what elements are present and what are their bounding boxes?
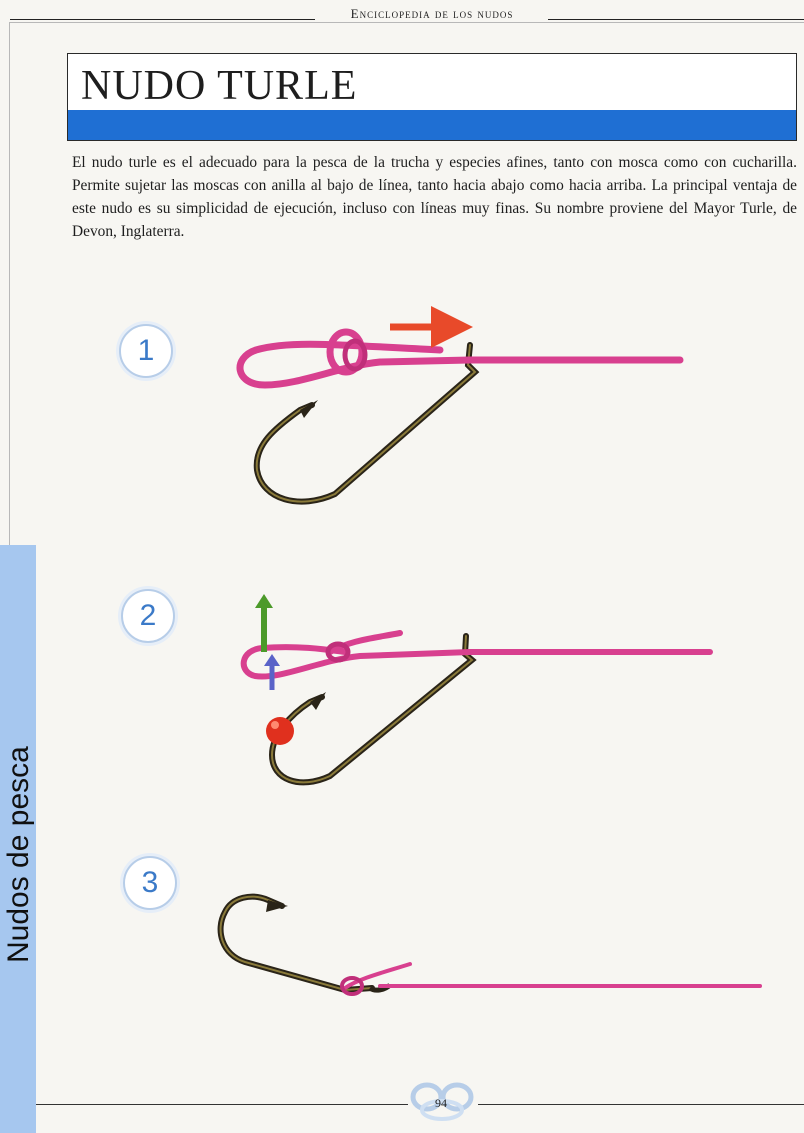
page-title: NUDO TURLE	[81, 63, 358, 109]
step-badge-2: 2	[121, 589, 175, 643]
hook-with-knot-icon	[244, 594, 710, 782]
side-tab-label: Nudos de pesca	[2, 746, 35, 963]
hook-with-loop-icon	[240, 327, 680, 502]
step-badge-1: 1	[119, 324, 173, 378]
running-title: Enciclopedia de los nudos	[350, 6, 514, 21]
footer-rule-left	[36, 1104, 408, 1105]
footer-rule-right	[478, 1104, 804, 1105]
page-number: 94	[435, 1096, 447, 1110]
red-bead	[266, 717, 294, 745]
step-badge-3: 3	[123, 856, 177, 910]
hook-finished-knot-icon	[221, 897, 760, 994]
intro-paragraph: El nudo turle es el adecuado para la pesca de la trucha y especies afines, tanto con mosca como con cucharilla. Permite sujetar las moscas con anilla al bajo de línea, tanto hacia abajo como hacia arriba. La principal ventaja de este nudo es su simplicidad de ejecución, incluso con líneas muy finas. Su nombre proviene del Mayor Turle, de Devon, Inglaterra.	[72, 154, 797, 240]
